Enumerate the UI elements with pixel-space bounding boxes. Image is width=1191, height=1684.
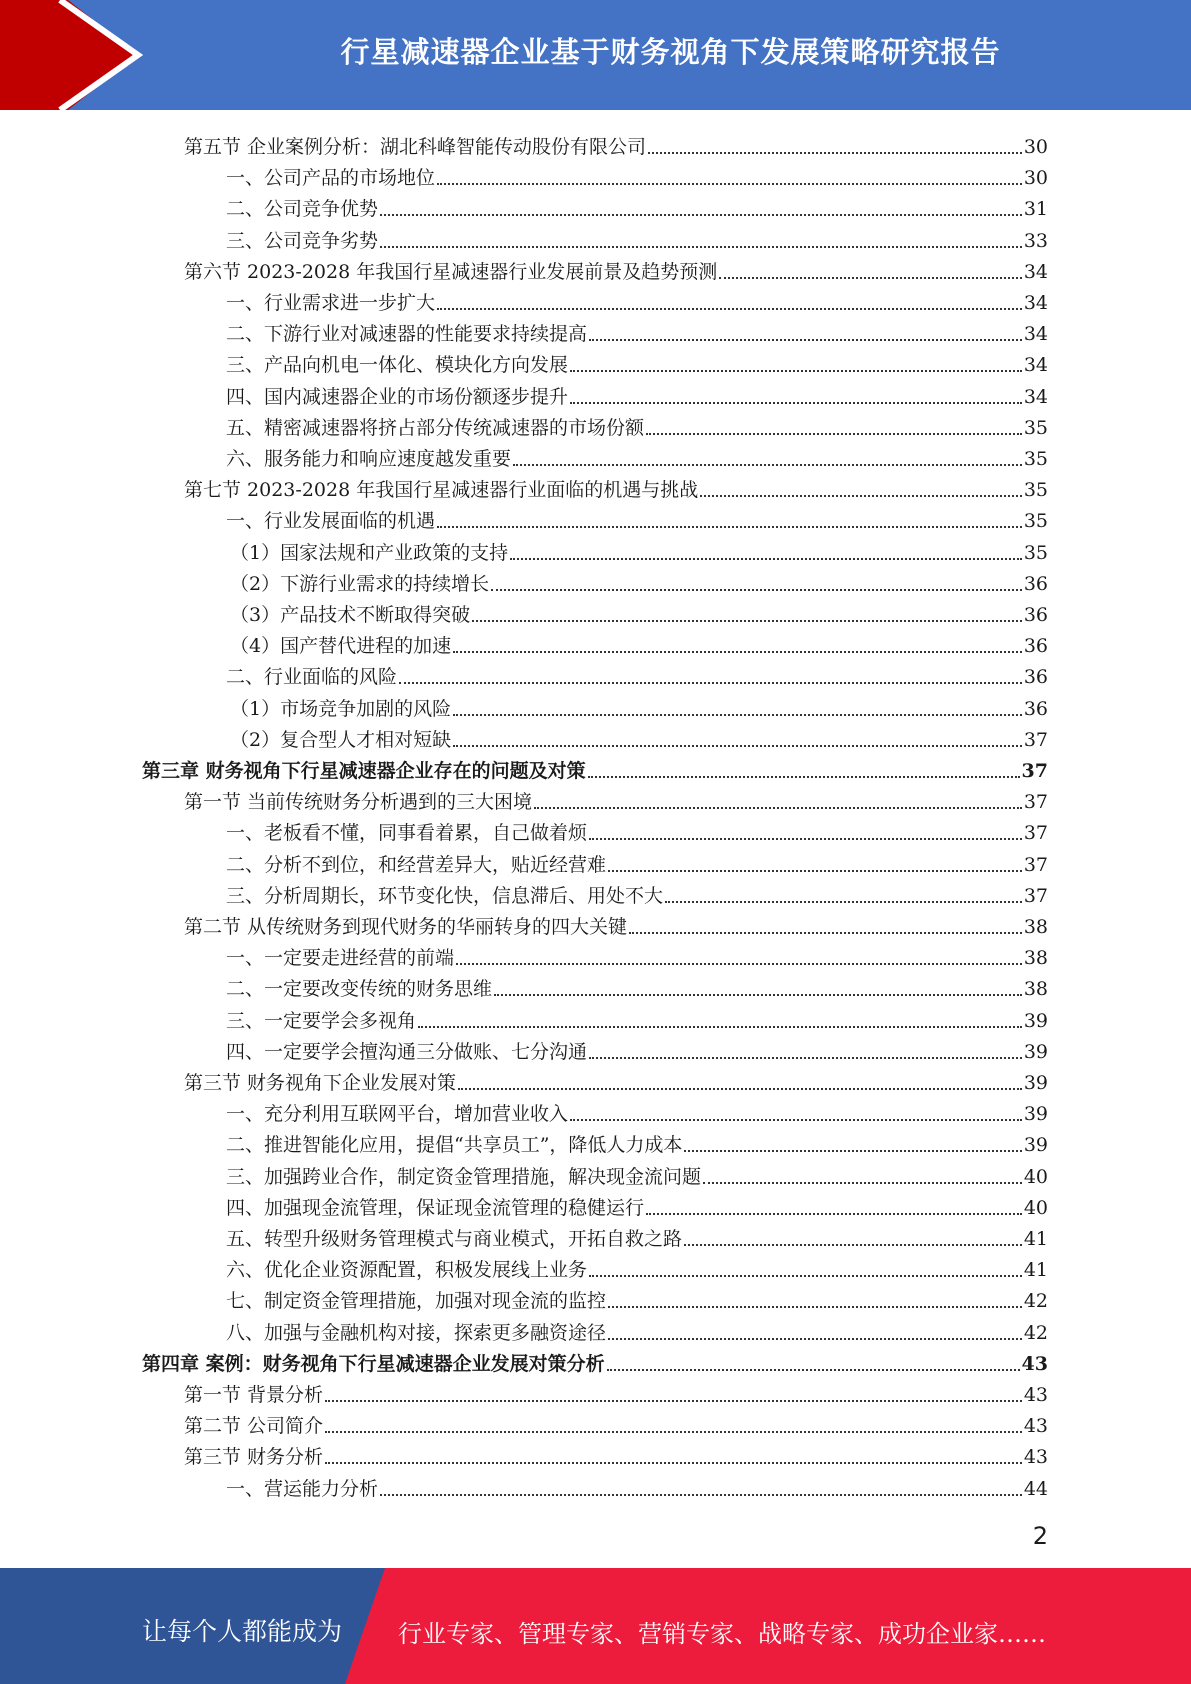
toc-entry-label: 第三章 财务视角下行星减速器企业存在的问题及对策	[142, 760, 586, 782]
toc-entry-label: 第一节 当前传统财务分析遇到的三大困境	[184, 791, 533, 814]
toc-entry[interactable]	[226, 939, 1048, 970]
toc-entry-label: （2）复合型人才相对短缺	[230, 728, 452, 751]
toc-dot-leader	[684, 1150, 1021, 1152]
toc-entry-page: 43	[1023, 1384, 1048, 1406]
toc-entry-page: 43	[1021, 1352, 1048, 1375]
toc-entry[interactable]	[184, 253, 1048, 284]
toc-entry-label: 三、分析周期长，环节变化快，信息滞后、用处不大	[226, 884, 664, 907]
toc-entry[interactable]	[226, 502, 1048, 533]
toc-dot-leader	[646, 1213, 1022, 1215]
toc-entry-label: 八、加强与金融机构对接，探索更多融资途径	[226, 1321, 607, 1344]
toc-entry[interactable]	[230, 627, 1048, 658]
toc-entry-page: 33	[1023, 229, 1048, 252]
toc-entry-page: 36	[1023, 666, 1048, 689]
toc-entry-page: 41	[1023, 1259, 1048, 1282]
toc-entry-label: 一、老板看不懂，同事看着累，自己做着烦	[226, 822, 588, 845]
toc-entry[interactable]	[184, 128, 1048, 159]
toc-dot-leader	[589, 1057, 1022, 1059]
toc-entry-label: 二、一定要改变传统的财务思维	[226, 978, 493, 1001]
toc-entry-page: 37	[1023, 884, 1048, 907]
toc-entry-label: 三、加强跨业合作，制定资金管理措施，解决现金流问题	[226, 1165, 702, 1188]
toc-entry[interactable]	[226, 1033, 1048, 1064]
toc-dot-leader	[646, 433, 1022, 435]
toc-dot-leader	[589, 339, 1022, 341]
toc-entry-page: 39	[1023, 1009, 1048, 1032]
toc-entry-label: 第六节 2023-2028 年我国行星减速器行业发展前景及趋势预测	[184, 260, 718, 283]
toc-entry-page: 41	[1023, 1228, 1048, 1250]
toc-entry-label: 一、营运能力分析	[226, 1477, 379, 1500]
toc-dot-leader	[325, 1431, 1022, 1433]
toc-dot-leader	[510, 558, 1022, 560]
toc-entry-label: 七、制定资金管理措施，加强对现金流的监控	[226, 1290, 607, 1313]
footer-slogan-left: 让每个人都能成为	[142, 1617, 343, 1646]
toc-entry-page: 37	[1023, 728, 1048, 751]
toc-dot-leader	[453, 714, 1022, 716]
toc-entry-page: 42	[1023, 1290, 1048, 1313]
toc-entry-page: 34	[1023, 323, 1048, 346]
toc-entry[interactable]	[226, 1126, 1048, 1157]
toc-entry-label: 第四章 案例：财务视角下行星减速器企业发展对策分析	[142, 1352, 605, 1375]
toc-dot-leader	[607, 1369, 1020, 1371]
toc-entry-label: 一、行业需求进一步扩大	[226, 292, 436, 314]
toc-entry-label: （2）下游行业需求的持续增长	[230, 572, 490, 595]
header-banner	[0, 0, 1191, 110]
toc-entry-page: 37	[1021, 760, 1048, 782]
toc-entry-page: 39	[1023, 1134, 1048, 1157]
toc-dot-leader	[570, 1119, 1022, 1121]
toc-entry[interactable]	[226, 159, 1048, 190]
red-chevron-decoration	[0, 0, 160, 110]
toc-dot-leader	[608, 1306, 1022, 1308]
toc-entry-label: 六、服务能力和响应速度越发重要	[226, 448, 512, 470]
toc-entry-page: 39	[1023, 1040, 1048, 1063]
toc-dot-leader	[700, 495, 1022, 497]
toc-entry[interactable]	[226, 409, 1048, 440]
toc-dot-leader	[494, 994, 1022, 996]
toc-dot-leader	[380, 1494, 1022, 1496]
toc-entry[interactable]	[226, 877, 1048, 908]
toc-entry-page: 35	[1023, 510, 1048, 533]
toc-entry[interactable]	[184, 1064, 1048, 1095]
toc-entry-label: 四、国内减速器企业的市场份额逐步提升	[226, 385, 569, 408]
toc-entry-page: 37	[1023, 853, 1048, 876]
toc-entry-page: 40	[1023, 1196, 1048, 1219]
toc-entry-label: 二、公司竞争优势	[226, 198, 379, 221]
toc-dot-leader	[472, 620, 1022, 622]
toc-entry[interactable]	[226, 1220, 1048, 1251]
toc-entry-page: 40	[1023, 1165, 1048, 1188]
toc-entry-label: （3）产品技术不断取得突破	[230, 604, 471, 626]
toc-entry-page: 34	[1023, 292, 1048, 314]
toc-entry[interactable]	[226, 1314, 1048, 1345]
toc-entry-page: 30	[1023, 167, 1048, 190]
toc-dot-leader	[570, 370, 1022, 372]
toc-entry-label: 二、分析不到位，和经营差异大，贴近经营难	[226, 853, 607, 876]
toc-dot-leader	[325, 1462, 1022, 1464]
toc-entry-label: 四、一定要学会擅沟通三分做账、七分沟通	[226, 1040, 588, 1063]
toc-entry-label: 第三节 财务分析	[184, 1446, 324, 1469]
toc-entry-page: 42	[1023, 1321, 1048, 1344]
toc-dot-leader	[513, 464, 1022, 466]
toc-entry[interactable]	[230, 534, 1048, 565]
toc-entry[interactable]	[226, 440, 1048, 471]
toc-entry[interactable]	[226, 814, 1048, 845]
toc-entry[interactable]	[226, 658, 1048, 689]
toc-entry-label: （1）市场竞争加剧的风险	[230, 697, 452, 720]
toc-entry-page: 36	[1023, 572, 1048, 595]
toc-dot-leader	[418, 1026, 1022, 1028]
footer-slogan-right: 行业专家、管理专家、营销专家、战略专家、成功企业家……	[398, 1620, 1046, 1648]
toc-entry[interactable]	[184, 1407, 1048, 1438]
toc-entry-label: 第三节 财务视角下企业发展对策	[184, 1072, 457, 1094]
toc-entry-label: 一、一定要走进经营的前端	[226, 947, 455, 970]
toc-entry-label: 一、行业发展面临的机遇	[226, 510, 436, 533]
toc-entry-page: 35	[1023, 479, 1048, 502]
toc-entry-label: 第七节 2023-2028 年我国行星减速器行业面临的机遇与挑战	[184, 479, 699, 502]
toc-entry-page: 43	[1023, 1415, 1048, 1438]
toc-entry-page: 39	[1023, 1072, 1048, 1094]
toc-entry-label: 二、推进智能化应用，提倡“共享员工”，降低人力成本	[226, 1134, 683, 1157]
toc-dot-leader	[491, 589, 1022, 591]
toc-entry-page: 38	[1023, 947, 1048, 970]
toc-entry-page: 34	[1023, 354, 1048, 377]
report-title: 行星减速器企业基于财务视角下发展策略研究报告	[340, 35, 1001, 69]
toc-dot-leader	[570, 402, 1022, 404]
toc-entry-label: 第二节 公司简介	[184, 1415, 324, 1438]
toc-dot-leader	[629, 932, 1022, 934]
toc-dot-leader	[608, 870, 1022, 872]
toc-entry[interactable]	[142, 1345, 1048, 1376]
toc-entry-page: 35	[1023, 541, 1048, 564]
toc-dot-leader	[437, 183, 1022, 185]
toc-dot-leader	[589, 838, 1022, 840]
toc-entry-label: 三、产品向机电一体化、模块化方向发展	[226, 354, 569, 377]
toc-entry[interactable]	[142, 752, 1048, 783]
toc-entry-page: 34	[1023, 385, 1048, 408]
toc-dot-leader	[608, 1338, 1022, 1340]
toc-entry[interactable]	[226, 346, 1048, 377]
toc-entry-label: （4）国产替代进程的加速	[230, 635, 452, 658]
toc-entry-page: 34	[1023, 260, 1048, 283]
toc-dot-leader	[589, 1275, 1022, 1277]
toc-dot-leader	[453, 745, 1022, 747]
toc-entry-label: 二、下游行业对减速器的性能要求持续提高	[226, 323, 588, 346]
toc-dot-leader	[453, 651, 1022, 653]
toc-entry[interactable]	[230, 565, 1048, 596]
toc-dot-leader	[399, 682, 1022, 684]
toc-entry[interactable]	[226, 1282, 1048, 1313]
toc-entry[interactable]	[226, 970, 1048, 1001]
toc-entry[interactable]	[226, 846, 1048, 877]
toc-entry-page: 43	[1023, 1446, 1048, 1469]
toc-entry[interactable]	[226, 1470, 1048, 1501]
toc-entry-label: 一、充分利用互联网平台，增加营业收入	[226, 1103, 569, 1126]
toc-entry[interactable]	[184, 783, 1048, 814]
footer-banner	[0, 1568, 1191, 1684]
toc-dot-leader	[665, 901, 1022, 903]
toc-entry-page: 44	[1023, 1477, 1048, 1500]
toc-entry-page: 37	[1023, 791, 1048, 814]
toc-entry[interactable]	[226, 1158, 1048, 1189]
toc-entry-label: （1）国家法规和产业政策的支持	[230, 541, 509, 564]
toc-dot-leader	[456, 963, 1022, 965]
toc-dot-leader	[648, 152, 1022, 154]
toc-entry-page: 31	[1023, 198, 1048, 221]
toc-entry-page: 35	[1023, 448, 1048, 470]
toc-entry-label: 第五节 企业案例分析：湖北科峰智能传动股份有限公司	[184, 136, 647, 158]
toc-dot-leader	[458, 1088, 1022, 1090]
toc-entry[interactable]	[226, 284, 1048, 315]
toc-dot-leader	[437, 308, 1022, 310]
toc-entry[interactable]	[184, 1438, 1048, 1469]
toc-dot-leader	[437, 526, 1022, 528]
toc-entry-label: 四、加强现金流管理，保证现金流管理的稳健运行	[226, 1196, 645, 1219]
toc-entry[interactable]	[226, 1251, 1048, 1282]
toc-entry-page: 38	[1023, 978, 1048, 1001]
toc-entry-page: 30	[1023, 136, 1048, 158]
toc-entry-page: 36	[1023, 604, 1048, 626]
toc-entry-label: 三、一定要学会多视角	[226, 1009, 417, 1032]
toc-dot-leader	[325, 1400, 1022, 1402]
toc-entry-label: 二、行业面临的风险	[226, 666, 398, 689]
toc-entry[interactable]	[184, 471, 1048, 502]
toc-entry[interactable]	[230, 690, 1048, 721]
toc-entry-label: 一、公司产品的市场地位	[226, 167, 436, 190]
toc-entry[interactable]	[226, 378, 1048, 409]
toc-entry-page: 36	[1023, 697, 1048, 720]
toc-entry[interactable]	[226, 190, 1048, 221]
toc-entry-label: 第一节 背景分析	[184, 1384, 324, 1406]
toc-dot-leader	[380, 246, 1022, 248]
toc-entry-page: 37	[1023, 822, 1048, 845]
toc-dot-leader	[703, 1182, 1022, 1184]
toc-entry-page: 36	[1023, 635, 1048, 658]
toc-dot-leader	[588, 776, 1020, 778]
toc-entry-page: 38	[1023, 916, 1048, 938]
toc-entry[interactable]	[230, 721, 1048, 752]
toc-entry[interactable]	[226, 222, 1048, 253]
toc-entry[interactable]	[184, 1376, 1048, 1407]
toc-entry-page: 39	[1023, 1103, 1048, 1126]
toc-dot-leader	[534, 807, 1022, 809]
toc-entry[interactable]	[226, 1189, 1048, 1220]
toc-entry-label: 五、精密减速器将挤占部分传统减速器的市场份额	[226, 416, 645, 439]
toc-entry-page: 35	[1023, 416, 1048, 439]
toc-entry[interactable]	[226, 1002, 1048, 1033]
toc-entry-label: 六、优化企业资源配置，积极发展线上业务	[226, 1259, 588, 1282]
toc-entry-label: 第二节 从传统财务到现代财务的华丽转身的四大关键	[184, 916, 628, 938]
toc-dot-leader	[684, 1244, 1022, 1246]
toc-entry-label: 三、公司竞争劣势	[226, 229, 379, 252]
page-number: 2	[1032, 1522, 1048, 1550]
toc-dot-leader	[719, 277, 1022, 279]
toc-entry[interactable]	[226, 1095, 1048, 1126]
toc-entry[interactable]	[230, 596, 1048, 627]
toc-entry[interactable]	[184, 908, 1048, 939]
toc-entry-label: 五、转型升级财务管理模式与商业模式，开拓自救之路	[226, 1228, 683, 1250]
toc-entry[interactable]	[226, 315, 1048, 346]
toc-dot-leader	[380, 214, 1022, 216]
